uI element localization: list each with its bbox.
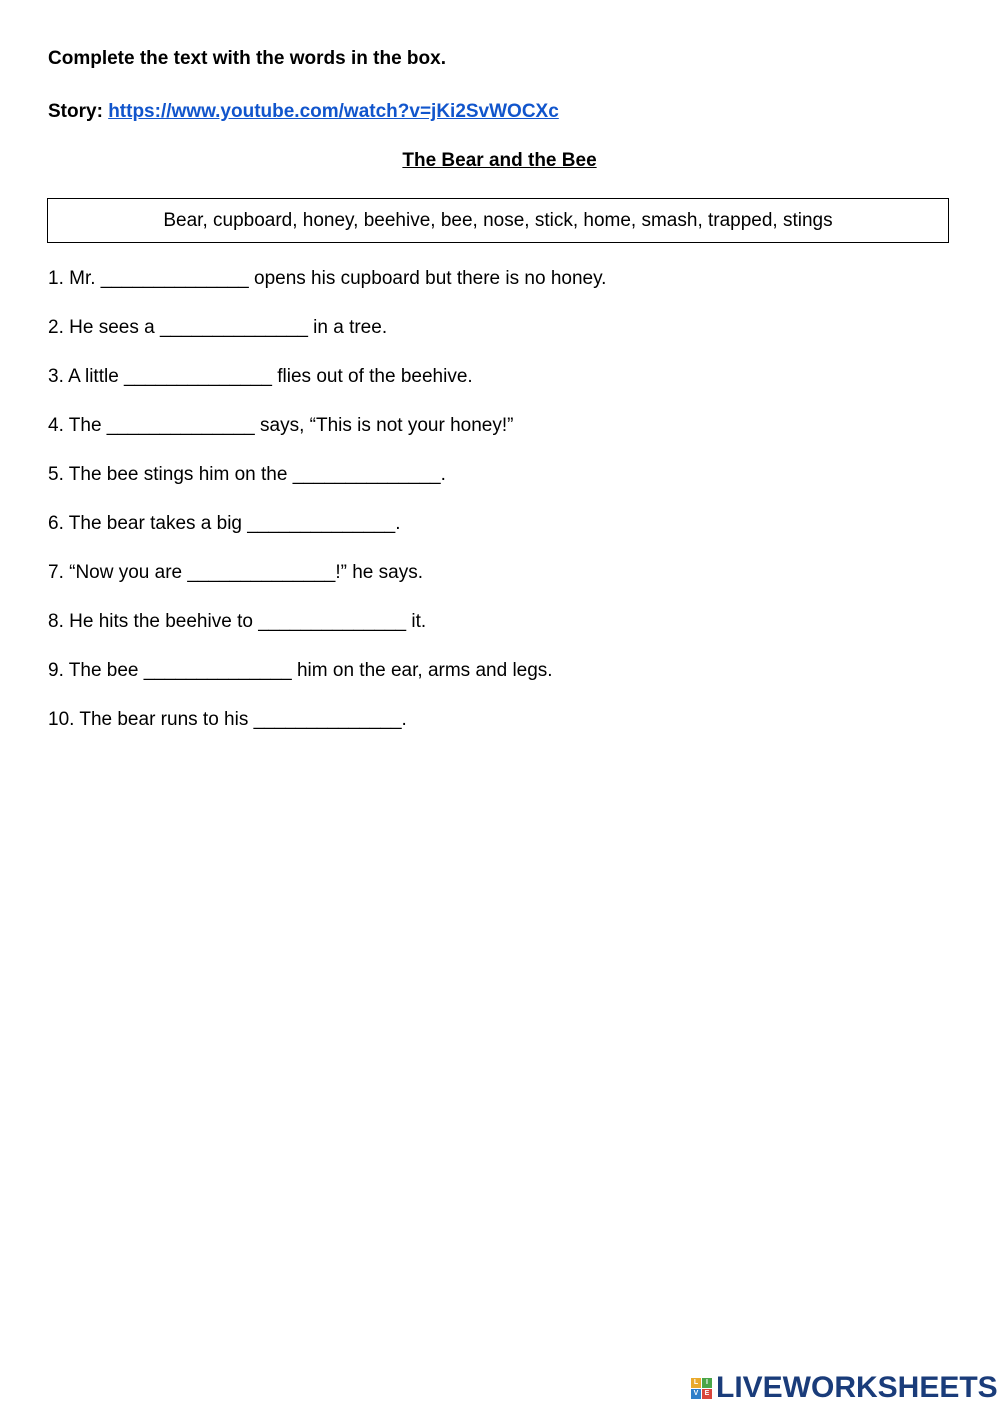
logo-mark-i: I	[702, 1378, 712, 1388]
question-item: 5. The bee stings him on the ______________.	[48, 464, 446, 485]
question-item: 4. The ______________ says, “This is not your honey!”	[48, 415, 514, 436]
question-list	[48, 267, 606, 757]
word-bank-text: Bear, cupboard, honey, beehive, bee, nose, stick, home, smash, trapped, stings	[163, 209, 833, 231]
instruction-text: Complete the text with the words in the box.	[48, 48, 446, 69]
liveworksheets-logo-icon	[691, 1378, 712, 1399]
logo-text: LIVEWORKSHEETS	[716, 1371, 998, 1404]
question-item: 9. The bee ______________ him on the ear, arms and legs.	[48, 660, 553, 681]
story-line	[48, 101, 559, 123]
question-item: 2. He sees a ______________ in a tree.	[48, 317, 388, 338]
worksheet-title: The Bear and the Bee	[402, 150, 597, 171]
story-link[interactable]: https://www.youtube.com/watch?v=jKi2SvWOCXc	[108, 101, 559, 122]
word-bank-box	[47, 198, 949, 243]
logo-mark-l: L	[691, 1378, 701, 1388]
story-label: Story:	[48, 101, 103, 122]
question-item: 6. The bear takes a big ______________.	[48, 513, 401, 534]
logo-mark-v: V	[691, 1389, 701, 1399]
question-item: 7. “Now you are ______________!” he says.	[48, 562, 423, 583]
logo-mark-e: E	[702, 1389, 712, 1399]
liveworksheets-logo	[691, 1372, 998, 1404]
question-item: 3. A little ______________ flies out of the beehive.	[48, 366, 473, 387]
question-item: 1. Mr. ______________ opens his cupboard but there is no honey.	[48, 268, 607, 289]
question-item: 10. The bear runs to his ______________.	[48, 709, 407, 730]
question-item: 8. He hits the beehive to ______________ it.	[48, 611, 427, 632]
